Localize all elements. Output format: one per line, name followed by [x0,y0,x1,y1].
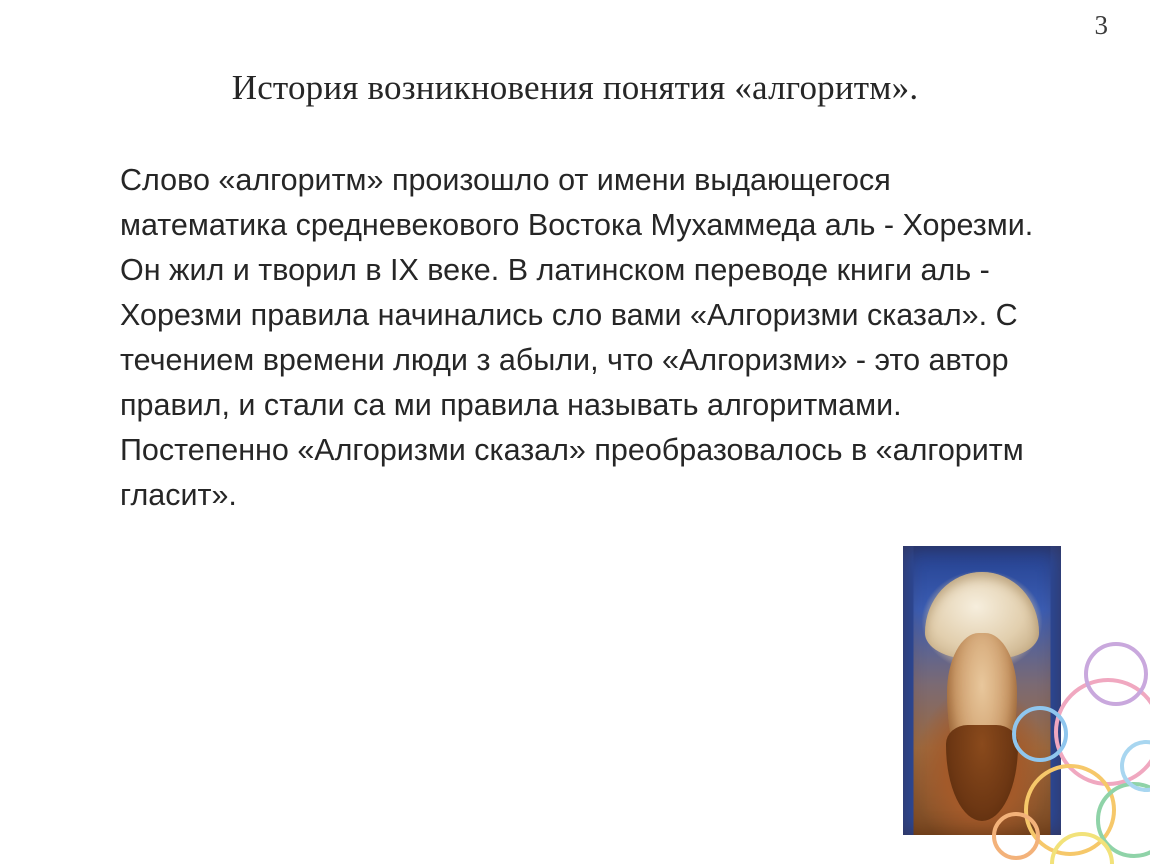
bubble-circle [1122,742,1150,790]
bubble-circle [1056,680,1150,784]
body-text-block [120,158,1050,518]
page-title: История возникновения понятия «алгоритм». [231,68,919,107]
bubble-circle [1086,644,1146,704]
bubble-circle [1098,784,1150,856]
portrait-image-al-khwarizmi [903,546,1061,835]
beard-shape [946,725,1019,820]
body-paragraph: Слово «алгоритм» произошло от имени выдающегося математика средневекового Востока Мухаммеда аль - Хорезми. Он жил и творил в IX веке. В латинском переводе книги аль - Хорезми правила начинались сло вами «Алгоризми сказал». С течением времени люди з абыли, что «Алгоризми» - это автор правил, и стали са ми правила называть алгоритмами. Постепенно «Алгоризми сказал» преобразовалось в «алгоритм гласит». [120,163,1034,512]
bubble-circle [1052,834,1112,864]
slide-number: 3 [1094,10,1108,40]
